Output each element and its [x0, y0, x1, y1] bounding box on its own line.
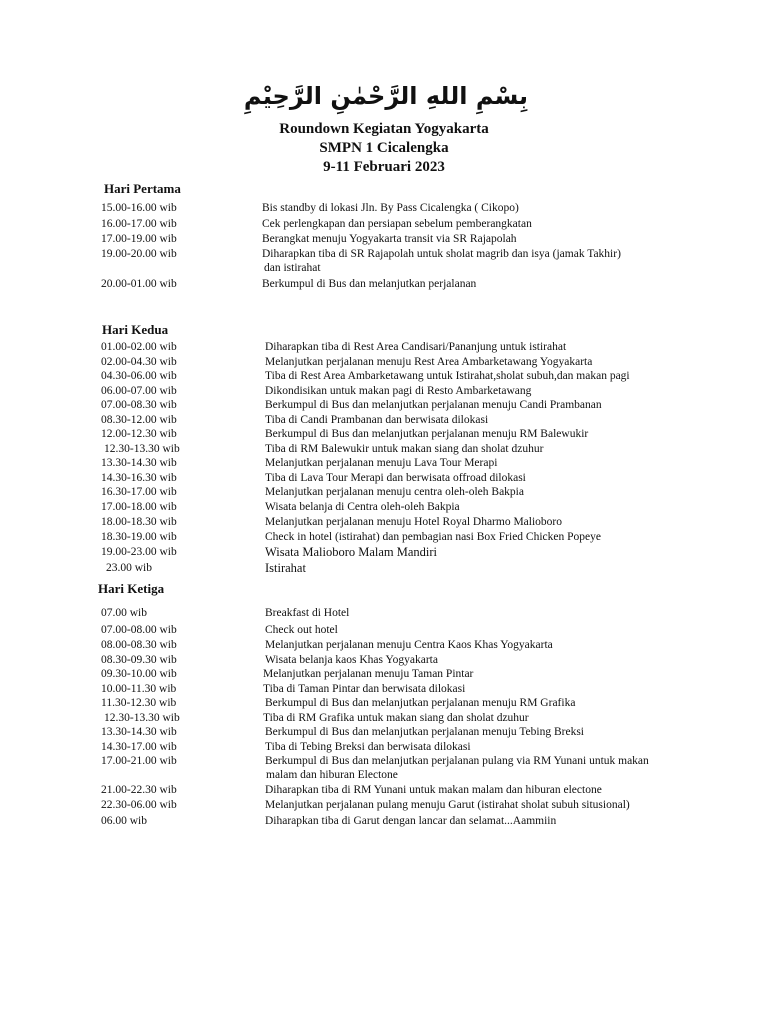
schedule-activity: Berkumpul di Bus dan melanjutkan perjalanan menuju Tebing Breksi [265, 726, 585, 738]
schedule-activity: Bis standby di lokasi Jln. By Pass Cicalengka ( Cikopo) [262, 202, 519, 214]
schedule-row [0, 711, 768, 725]
schedule-row [0, 485, 768, 499]
schedule-activity: Diharapkan tiba di Garut dengan lancar dan selamat...Aammiin [265, 815, 557, 827]
schedule-activity: Melanjutkan perjalanan menuju Taman Pintar [263, 668, 474, 680]
schedule-activity: Istirahat [265, 561, 306, 575]
document-title: Roundown Kegiatan Yogyakarta [279, 121, 489, 137]
schedule-activity: Berkumpul di Bus dan melanjutkan perjalanan [262, 278, 477, 290]
schedule-time: 07.00-08.00 wib [101, 624, 177, 636]
schedule-row [0, 606, 768, 620]
schedule-activity: Diharapkan tiba di Rest Area Candisari/Pananjung untuk istirahat [265, 341, 567, 353]
schedule-row [0, 798, 768, 812]
day-heading: Hari Kedua [102, 322, 169, 337]
bismillah-calligraphy [243, 70, 529, 120]
schedule-activity: Check out hotel [265, 624, 338, 636]
schedule-row [0, 442, 768, 456]
schedule-activity: Breakfast di Hotel [265, 607, 350, 619]
schedule-activity: Cek perlengkapan dan persiapan sebelum pemberangkatan [262, 218, 532, 230]
schedule-activity: Diharapkan tiba di RM Yunani untuk makan malam dan hiburan electone [265, 784, 602, 796]
schedule-activity: Tiba di Taman Pintar dan berwisata dilokasi [263, 683, 466, 695]
schedule-row [0, 667, 768, 681]
schedule-time: 08.00-08.30 wib [101, 639, 177, 651]
schedule-row [0, 783, 768, 797]
schedule-time: 12.00-12.30 wib [101, 428, 177, 440]
schedule-activity: Berkumpul di Bus dan melanjutkan perjalanan menuju RM Balewukir [265, 428, 589, 440]
schedule-row [0, 384, 768, 398]
schedule-time: 01.00-02.00 wib [101, 341, 177, 353]
schedule-row [0, 427, 768, 441]
schedule-activity: Berkumpul di Bus dan melanjutkan perjalanan pulang via RM Yunani untuk makan [265, 755, 649, 767]
schedule-activity: Berkumpul di Bus dan melanjutkan perjalanan menuju RM Grafika [265, 697, 576, 709]
schedule-time: 14.30-17.00 wib [101, 741, 177, 753]
schedule-time: 08.30-12.00 wib [101, 414, 177, 426]
schedule-activity: Tiba di Rest Area Ambarketawang untuk Istirahat,sholat subuh,dan makan pagi [265, 370, 630, 382]
schedule-time: 14.30-16.30 wib [101, 472, 177, 484]
schedule-time: 10.00-11.30 wib [101, 683, 177, 695]
schedule-time: 07.00 wib [101, 607, 147, 619]
svg-text:بِسْمِ اللهِ الرَّحْمٰنِ الرَّ: بِسْمِ اللهِ الرَّحْمٰنِ الرَّحِيْمِ [243, 82, 529, 110]
schedule-row [0, 456, 768, 470]
schedule-activity-continuation: malam dan hiburan Electone [266, 769, 398, 781]
schedule-row [0, 398, 768, 412]
schedule-row [0, 247, 768, 274]
schedule-row [0, 754, 768, 781]
schedule-time: 06.00-07.00 wib [101, 385, 177, 397]
schedule-activity: Melanjutkan perjalanan menuju centra oleh-oleh Bakpia [265, 486, 524, 498]
schedule-activity: Wisata Malioboro Malam Mandiri [265, 545, 438, 559]
schedule-activity: Wisata belanja di Centra oleh-oleh Bakpia [265, 501, 460, 513]
schedule-row [0, 682, 768, 696]
schedule-time: 07.00-08.30 wib [101, 399, 177, 411]
schedule-time: 06.00 wib [101, 815, 147, 827]
day-heading: Hari Ketiga [98, 581, 165, 596]
schedule-activity: Tiba di Tebing Breksi dan berwisata dilokasi [265, 741, 471, 753]
schedule-time: 04.30-06.00 wib [101, 370, 177, 382]
schedule-row [0, 623, 768, 637]
schedule-row [0, 814, 768, 828]
schedule-activity: Melanjutkan perjalanan menuju Hotel Royal Dharmo Malioboro [265, 516, 563, 528]
schedule-time: 18.00-18.30 wib [101, 516, 177, 528]
schedule-time: 12.30-13.30 wib [104, 443, 180, 455]
schedule-activity: Diharapkan tiba di SR Rajapolah untuk sholat magrib dan isya (jamak Takhir) [262, 248, 621, 260]
schedule-row [0, 530, 768, 544]
schedule-row [0, 545, 768, 559]
schedule-time: 22.30-06.00 wib [101, 799, 177, 811]
schedule-activity: Wisata belanja kaos Khas Yogyakarta [265, 654, 438, 666]
schedule-time: 12.30-13.30 wib [104, 712, 180, 724]
schedule-row [0, 561, 768, 575]
schedule-row [0, 277, 768, 291]
schedule-time: 15.00-16.00 wib [101, 202, 177, 214]
schedule-activity: Berangkat menuju Yogyakarta transit via SR Rajapolah [262, 233, 517, 245]
schedule-activity-continuation: dan istirahat [264, 262, 321, 274]
schedule-activity: Melanjutkan perjalanan menuju Lava Tour Merapi [265, 457, 498, 469]
schedule-row [0, 653, 768, 667]
schedule-time: 11.30-12.30 wib [101, 697, 177, 709]
schedule-row [0, 369, 768, 383]
schedule-row [0, 232, 768, 246]
schedule-row [0, 217, 768, 231]
event-dates: 9-11 Februari 2023 [323, 159, 445, 175]
schedule-activity: Tiba di Candi Prambanan dan berwisata dilokasi [265, 414, 489, 426]
schedule-row [0, 500, 768, 514]
schedule-activity: Tiba di RM Grafika untuk makan siang dan sholat dzuhur [263, 712, 529, 724]
day-heading: Hari Pertama [104, 181, 181, 196]
schedule-row [0, 638, 768, 652]
schedule-row [0, 471, 768, 485]
schedule-activity: Melanjutkan perjalanan pulang menuju Garut (istirahat sholat subuh situsional) [265, 799, 630, 811]
schedule-activity: Dikondisikan untuk makan pagi di Resto Ambarketawang [265, 385, 532, 397]
schedule-activity: Melanjutkan perjalanan menuju Rest Area Ambarketawang Yogyakarta [265, 356, 593, 368]
schedule-time: 23.00 wib [106, 562, 152, 574]
schedule-time: 18.30-19.00 wib [101, 531, 177, 543]
schedule-activity: Check in hotel (istirahat) dan pembagian nasi Box Fried Chicken Popeye [265, 531, 601, 543]
schedule-time: 17.00-18.00 wib [101, 501, 177, 513]
schedule-time: 02.00-04.30 wib [101, 356, 177, 368]
schedule-time: 08.30-09.30 wib [101, 654, 177, 666]
schedule-row [0, 740, 768, 754]
schedule-time: 19.00-20.00 wib [101, 248, 177, 260]
schedule-time: 13.30-14.30 wib [101, 726, 177, 738]
title-block [0, 120, 768, 177]
schedule-time: 16.00-17.00 wib [101, 218, 177, 230]
schedule-row [0, 340, 768, 354]
schedule-activity: Tiba di Lava Tour Merapi dan berwisata offroad dilokasi [265, 472, 526, 484]
schedule-row [0, 696, 768, 710]
schedule-time: 20.00-01.00 wib [101, 278, 177, 290]
school-name: SMPN 1 Cicalengka [319, 140, 449, 156]
schedule-row [0, 725, 768, 739]
schedule-time: 17.00-21.00 wib [101, 755, 177, 767]
schedule-row [0, 515, 768, 529]
schedule-time: 09.30-10.00 wib [101, 668, 177, 680]
schedule-row [0, 355, 768, 369]
schedule-activity: Melanjutkan perjalanan menuju Centra Kaos Khas Yogyakarta [265, 639, 553, 651]
schedule-activity: Tiba di RM Balewukir untuk makan siang dan sholat dzuhur [265, 443, 544, 455]
schedule-time: 17.00-19.00 wib [101, 233, 177, 245]
schedule-time: 19.00-23.00 wib [101, 546, 177, 558]
schedule-time: 13.30-14.30 wib [101, 457, 177, 469]
schedule-time: 16.30-17.00 wib [101, 486, 177, 498]
schedule-activity: Berkumpul di Bus dan melanjutkan perjalanan menuju Candi Prambanan [265, 399, 602, 411]
schedule-row [0, 201, 768, 215]
schedule-time: 21.00-22.30 wib [101, 784, 177, 796]
schedule-row [0, 413, 768, 427]
